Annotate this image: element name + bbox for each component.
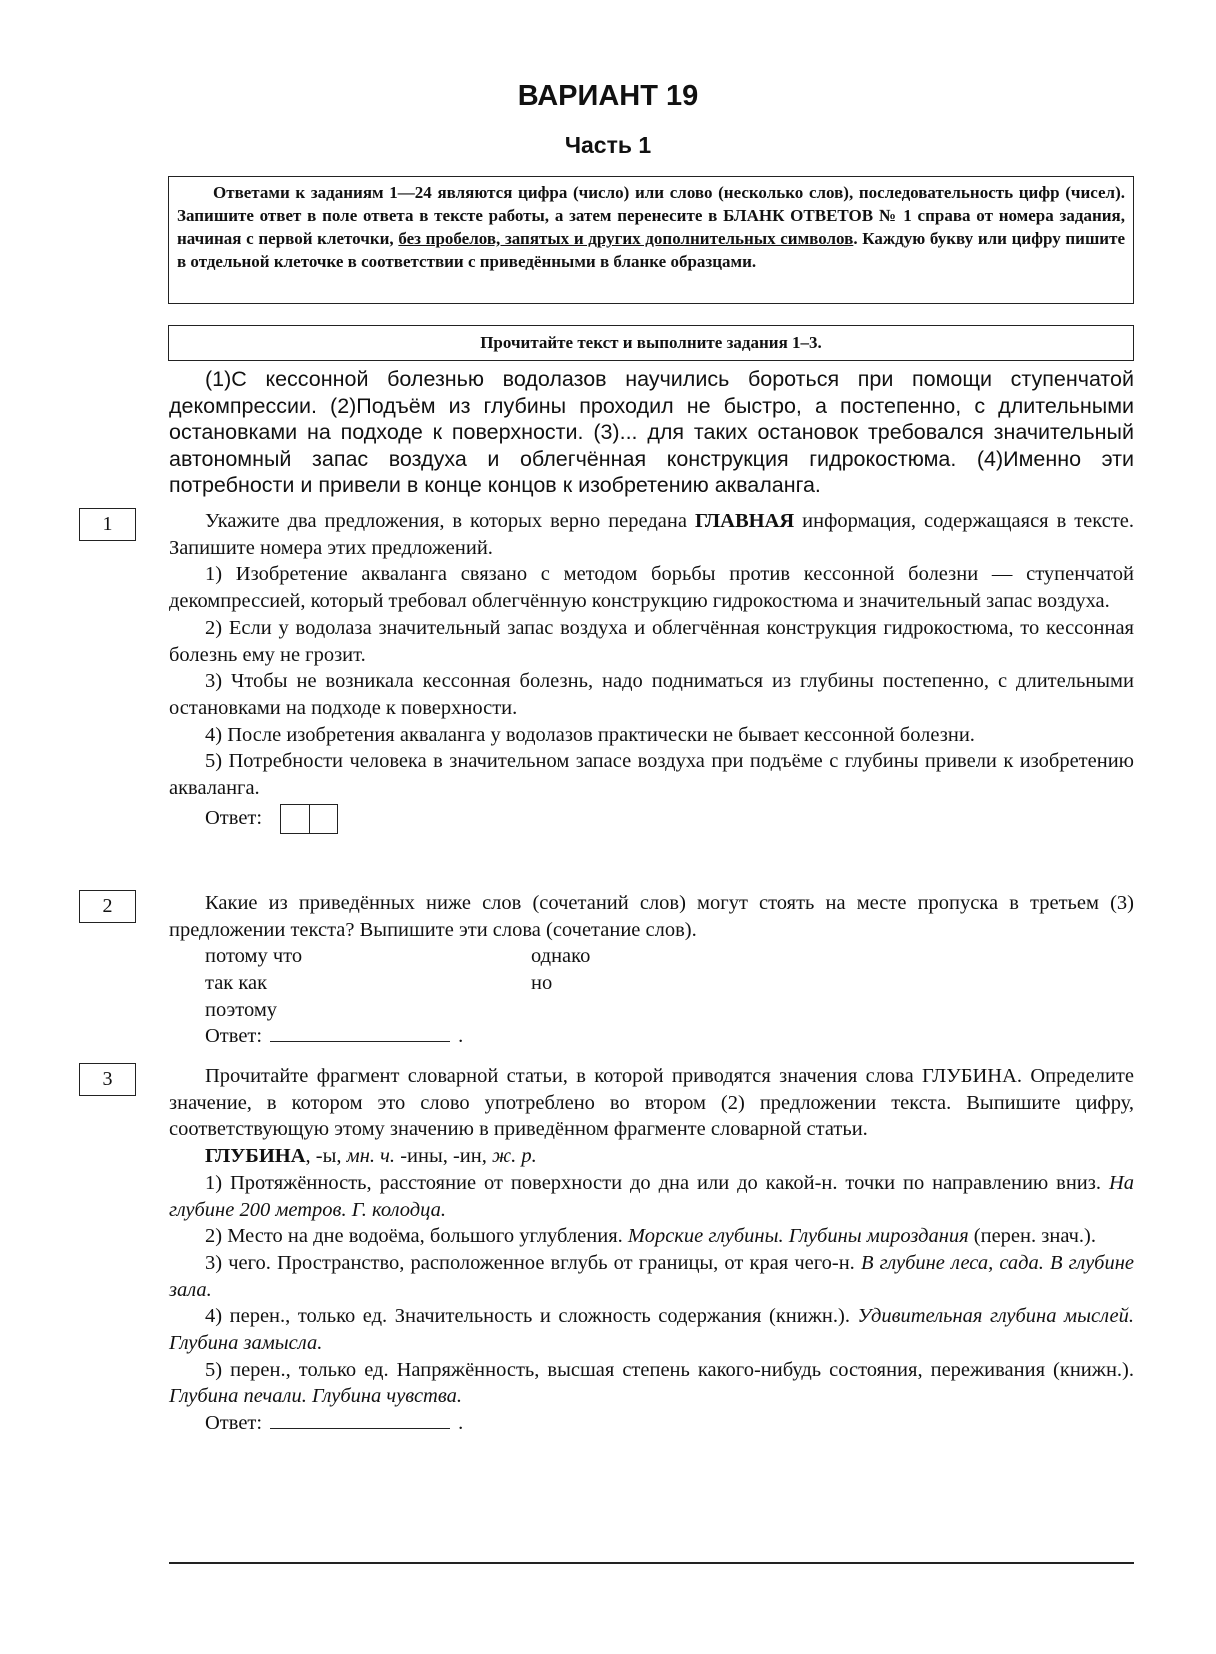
question-3 xyxy=(169,1063,1134,1437)
q3-meaning-1-text: 1) Протяжённость, расстояние от поверхности до дна или до какой-н. точки по направлению вниз. xyxy=(205,1171,1109,1194)
q1-option-3: 3) Чтобы не возникала кессонная болезнь, надо подниматься из глубины постепенно, с длительными остановками на подходе к поверхности. xyxy=(169,670,1134,719)
q1-answer-cell-1[interactable] xyxy=(281,805,309,833)
q2-word-options xyxy=(169,943,1134,1023)
q1-prompt-b: информация, содержащаяся в тексте. Запишите номера этих предложений. xyxy=(169,510,1135,559)
q1-answer-label: Ответ: xyxy=(205,807,263,830)
question-2 xyxy=(169,890,1134,1050)
question-1 xyxy=(169,508,1134,836)
q3-meaning-4-example: Удивительная глубина мыслей. Глубина замысла. xyxy=(169,1305,1134,1355)
q3-headword: ГЛУБИНА xyxy=(205,1145,306,1168)
q3-meaning-3-example: В глубине леса, сада. В глубине зала. xyxy=(169,1251,1134,1301)
instructions-part2: . Каждую букву или цифру пишите в отдельной клеточке в соответствии с приведёнными в бланке образцами. xyxy=(177,229,1125,271)
question-2-prompt: Какие из приведённых ниже слов (сочетаний слов) могут стоять на месте пропуска в третьем (3) предложении текста? Выпишите эти слова (сочетание слов). xyxy=(169,892,1134,941)
instructions-part1: Ответами к заданиям 1—24 являются цифра (число) или слово (несколько слов), последовательность цифр (чисел). Запишите ответ в поле ответа в тексте работы, а затем перенесите в БЛАНК ОТВЕТОВ № 1 справа от номера задания, начиная с первой клеточки, xyxy=(177,183,1125,248)
q3-dictionary-head xyxy=(169,1143,1134,1170)
q2-word-3: так как xyxy=(205,972,268,995)
q2-word-2: однако xyxy=(531,945,591,968)
instructions-text xyxy=(177,181,1125,273)
question-3-number: 3 xyxy=(79,1063,136,1096)
q3-meaning-5-example: Глубина печали. Глубина чувства. xyxy=(169,1385,462,1408)
q1-option-5: 5) Потребности человека в значительном запасе воздуха при подъёме с глубины привели к изобретению акваланга. xyxy=(169,750,1134,800)
q3-meaning-2-note: (перен. знач.). xyxy=(968,1225,1096,1248)
part-subtitle: Часть 1 xyxy=(564,132,652,158)
q3-meaning-5 xyxy=(169,1357,1134,1410)
instructions-box xyxy=(168,176,1134,304)
q1-answer-cell-2[interactable] xyxy=(309,805,337,833)
passage-text: (1)С кессонной болезнью водолазов научились бороться при помощи ступенчатой декомпрессии. (2)Подъём из глубины проходил не быстро, а постепенно, с длительными остановками на подходе к поверхности. (3)... для таких остановок требовался значительный автономный запас воздуха и облегчённая конструкция гидрокостюма. (4)Именно эти потребности и привели в конце концов к изобретению акваланга. xyxy=(169,367,1134,497)
q3-grammar-b: -ины, -ин, xyxy=(395,1145,492,1168)
q1-prompt-bold: ГЛАВНАЯ xyxy=(694,510,795,532)
question-3-prompt: Прочитайте фрагмент словарной статьи, в которой приводятся значения слова ГЛУБИНА. Определите значение, в котором это слово употреблено во втором (2) предложении текста. Выпишите цифру, соответствующую этому значению в приведённом фрагменте словарной статьи. xyxy=(169,1065,1134,1141)
q3-meaning-1-example: На глубине 200 метров. Г. колодца. xyxy=(169,1171,1134,1221)
q1-option-4: 4) После изобретения акваланга у водолазов практически не бывает кессонной болезни. xyxy=(205,723,975,746)
question-1-number: 1 xyxy=(79,508,136,541)
q3-meaning-4 xyxy=(169,1303,1134,1356)
q2-answer-end: . xyxy=(458,1025,464,1048)
q3-meaning-2-example: Морские глубины. Глубины мироздания xyxy=(627,1225,969,1248)
q3-answer-row xyxy=(169,1410,1134,1437)
q3-meaning-3 xyxy=(169,1250,1134,1303)
q3-meaning-3-text: 3) чего. Пространство, расположенное вглубь от границы, от края чего-н. xyxy=(205,1251,861,1274)
q1-prompt-a: Укажите два предложения, в которых верно передана xyxy=(205,510,695,532)
q3-answer-blank[interactable] xyxy=(270,1413,450,1429)
question-2-number: 2 xyxy=(79,890,136,923)
q3-answer-label: Ответ: xyxy=(205,1412,263,1435)
q3-meaning-1 xyxy=(169,1170,1134,1223)
q3-meaning-2-text: 2) Место на дне водоёма, большого углубления. xyxy=(205,1225,628,1248)
q2-word-5: поэтому xyxy=(205,998,278,1021)
q3-meaning-2 xyxy=(169,1223,1134,1250)
q2-answer-row xyxy=(169,1023,1134,1050)
page-title: ВАРИАНТ 19 xyxy=(517,80,699,112)
q3-answer-end: . xyxy=(458,1412,464,1435)
q3-grammar-a: , -ы, xyxy=(305,1145,347,1168)
question-1-prompt xyxy=(169,508,1134,561)
q2-word-1: потому что xyxy=(205,945,303,968)
q2-answer-label: Ответ: xyxy=(205,1025,263,1048)
q3-meaning-5-text: 5) перен., только ед. Напряжённость, высшая степень какого-нибудь состояния, переживания (книжн.). xyxy=(205,1358,1134,1381)
instructions-underlined: без пробелов, запятых и других дополнительных символов xyxy=(398,229,854,248)
q3-grammar-gender: ж. р. xyxy=(492,1145,537,1168)
q1-option-1: 1) Изобретение акваланга связано с методом борьбы против кессонной болезни — ступенчатой декомпрессией, который требовал облегчённую конструкцию гидрокостюма и значительный запас воздуха. xyxy=(169,563,1134,613)
bottom-divider xyxy=(169,1562,1134,1564)
q3-grammar-mn: мн. ч. xyxy=(346,1145,396,1168)
q2-word-4: но xyxy=(531,972,553,995)
q1-answer-cells[interactable] xyxy=(280,804,338,834)
q3-meaning-4-text: 4) перен., только ед. Значительность и сложность содержания (книжн.). xyxy=(205,1305,858,1328)
q2-answer-blank[interactable] xyxy=(270,1026,450,1042)
read-instruction-box: Прочитайте текст и выполните задания 1–3. xyxy=(168,325,1134,361)
q1-answer-row xyxy=(169,802,1134,836)
q1-option-2: 2) Если у водолаза значительный запас воздуха и облегчённая конструкция гидрокостюма, то кессонная болезнь ему не грозит. xyxy=(169,616,1134,666)
